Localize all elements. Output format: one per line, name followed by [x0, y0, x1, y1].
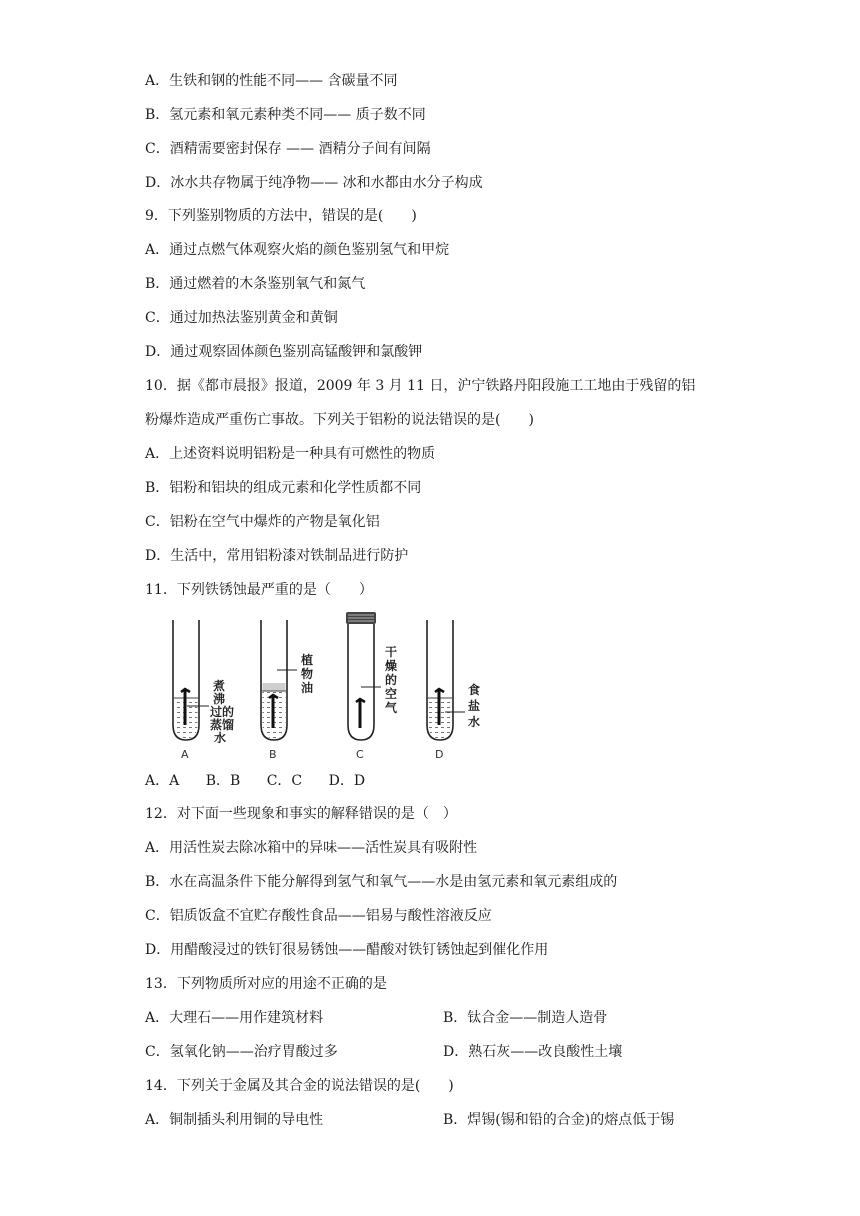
q12-option-b: B．水在高温条件下能分解得到氢气和氧气——水是由氢元素和氧元素组成的 — [145, 874, 618, 890]
q10-option-a: A．上述资料说明铝粉是一种具有可燃性的物质 — [145, 446, 436, 462]
tube-a — [173, 620, 234, 761]
tube-d — [427, 620, 480, 761]
tube-a-label-3: 过的 — [210, 705, 235, 719]
q11-option-a: A．A — [145, 773, 180, 789]
tube-c-label-3: 的 — [385, 673, 398, 687]
tube-d-label-1: 食 — [468, 683, 481, 697]
tube-b — [261, 620, 313, 761]
tube-b-label-2: 物 — [301, 667, 314, 681]
q14-option-b: B．焊锡(锡和铅的合金)的熔点低于锡 — [443, 1112, 675, 1128]
tube-a-caption: A — [181, 748, 189, 761]
tube-a-label-4: 蒸馏 — [210, 718, 235, 732]
q8-option-c: C．酒精需要密封保存 —— 酒精分子间有间隔 — [145, 141, 431, 157]
q13-option-b: B．钛合金——制造人造骨 — [443, 1010, 608, 1026]
q12-option-d: D．用醋酸浸过的铁钉很易锈蚀——醋酸对铁钉锈蚀起到催化作用 — [145, 942, 549, 958]
q10-stem-line2: 粉爆炸造成严重伤亡事故。下列关于铝粉的说法错误的是( ) — [145, 412, 534, 428]
tube-d-caption: D — [435, 748, 444, 761]
q8-option-b: B．氢元素和氧元素种类不同—— 质子数不同 — [145, 107, 426, 123]
test-tube-figure — [165, 610, 510, 765]
q12-option-c: C．铝质饭盒不宜贮存酸性食品——铝易与酸性溶液反应 — [145, 908, 492, 924]
q10-option-c: C．铝粉在空气中爆炸的产物是氧化铝 — [145, 514, 380, 530]
q9-option-d: D．通过观察固体颜色鉴别高锰酸钾和氯酸钾 — [145, 344, 423, 360]
q9-option-b: B．通过燃着的木条鉴别氧气和氮气 — [145, 276, 366, 292]
q8-option-d: D．冰水共存物属于纯净物—— 冰和水都由水分子构成 — [145, 175, 483, 191]
q13-option-d: D．熟石灰——改良酸性土壤 — [443, 1044, 623, 1060]
q14-stem: 14．下列关于金属及其合金的说法错误的是( ) — [145, 1078, 454, 1094]
tube-b-label-1: 植 — [301, 653, 314, 667]
q14-option-a: A．铜制插头利用铜的导电性 — [145, 1112, 324, 1128]
tube-c-label-1: 干 — [385, 645, 398, 659]
q9-option-c: C．通过加热法鉴别黄金和黄铜 — [145, 310, 338, 326]
q11-option-c: C．C — [266, 773, 303, 789]
tube-a-label-2: 沸 — [213, 692, 226, 706]
tube-d-label-2: 盐 — [468, 699, 481, 713]
tube-c — [346, 612, 398, 761]
q9-option-a: A．通过点燃气体观察火焰的颜色鉴别氢气和甲烷 — [145, 242, 450, 258]
tube-c-label-4: 空 — [385, 687, 398, 701]
q10-stem-line1: 10．据《都市晨报》报道，2009 年 3 月 11 日，沪宁铁路丹阳段施工工地由于残留的铝 — [145, 378, 696, 394]
tube-d-label-3: 水 — [468, 715, 481, 729]
q11-option-d: D．D — [328, 773, 366, 789]
q12-stem: 12．对下面一些现象和事实的解释错误的是（ ） — [145, 806, 457, 822]
q11-stem: 11．下列铁锈蚀最严重的是（ ） — [145, 582, 373, 598]
tube-a-label-1: 煮 — [213, 679, 226, 693]
q12-option-a: A．用活性炭去除冰箱中的异味——活性炭具有吸附性 — [145, 840, 478, 856]
tube-b-caption: B — [269, 748, 277, 761]
tube-b-label-3: 油 — [301, 681, 314, 695]
q11-option-b: B．B — [205, 773, 241, 789]
q10-option-d: D．生活中，常用铝粉漆对铁制品进行防护 — [145, 548, 409, 564]
q13-stem: 13．下列物质所对应的用途不正确的是 — [145, 976, 387, 992]
tube-a-label-5: 水 — [214, 731, 227, 745]
q13-option-a: A．大理石——用作建筑材料 — [145, 1010, 324, 1026]
tube-c-label-2: 燥 — [385, 659, 398, 673]
tube-c-caption: C — [356, 748, 364, 761]
q10-option-b: B．铝粉和铝块的组成元素和化学性质都不同 — [145, 480, 422, 496]
q11-options — [145, 772, 387, 790]
q8-option-a: A．生铁和钢的性能不同—— 含碳量不同 — [145, 73, 398, 89]
q13-option-c: C．氢氧化钠——治疗胃酸过多 — [145, 1044, 338, 1060]
tube-c-label-5: 气 — [385, 701, 398, 715]
q9-stem: 9．下列鉴别物质的方法中，错误的是( ) — [145, 208, 417, 224]
